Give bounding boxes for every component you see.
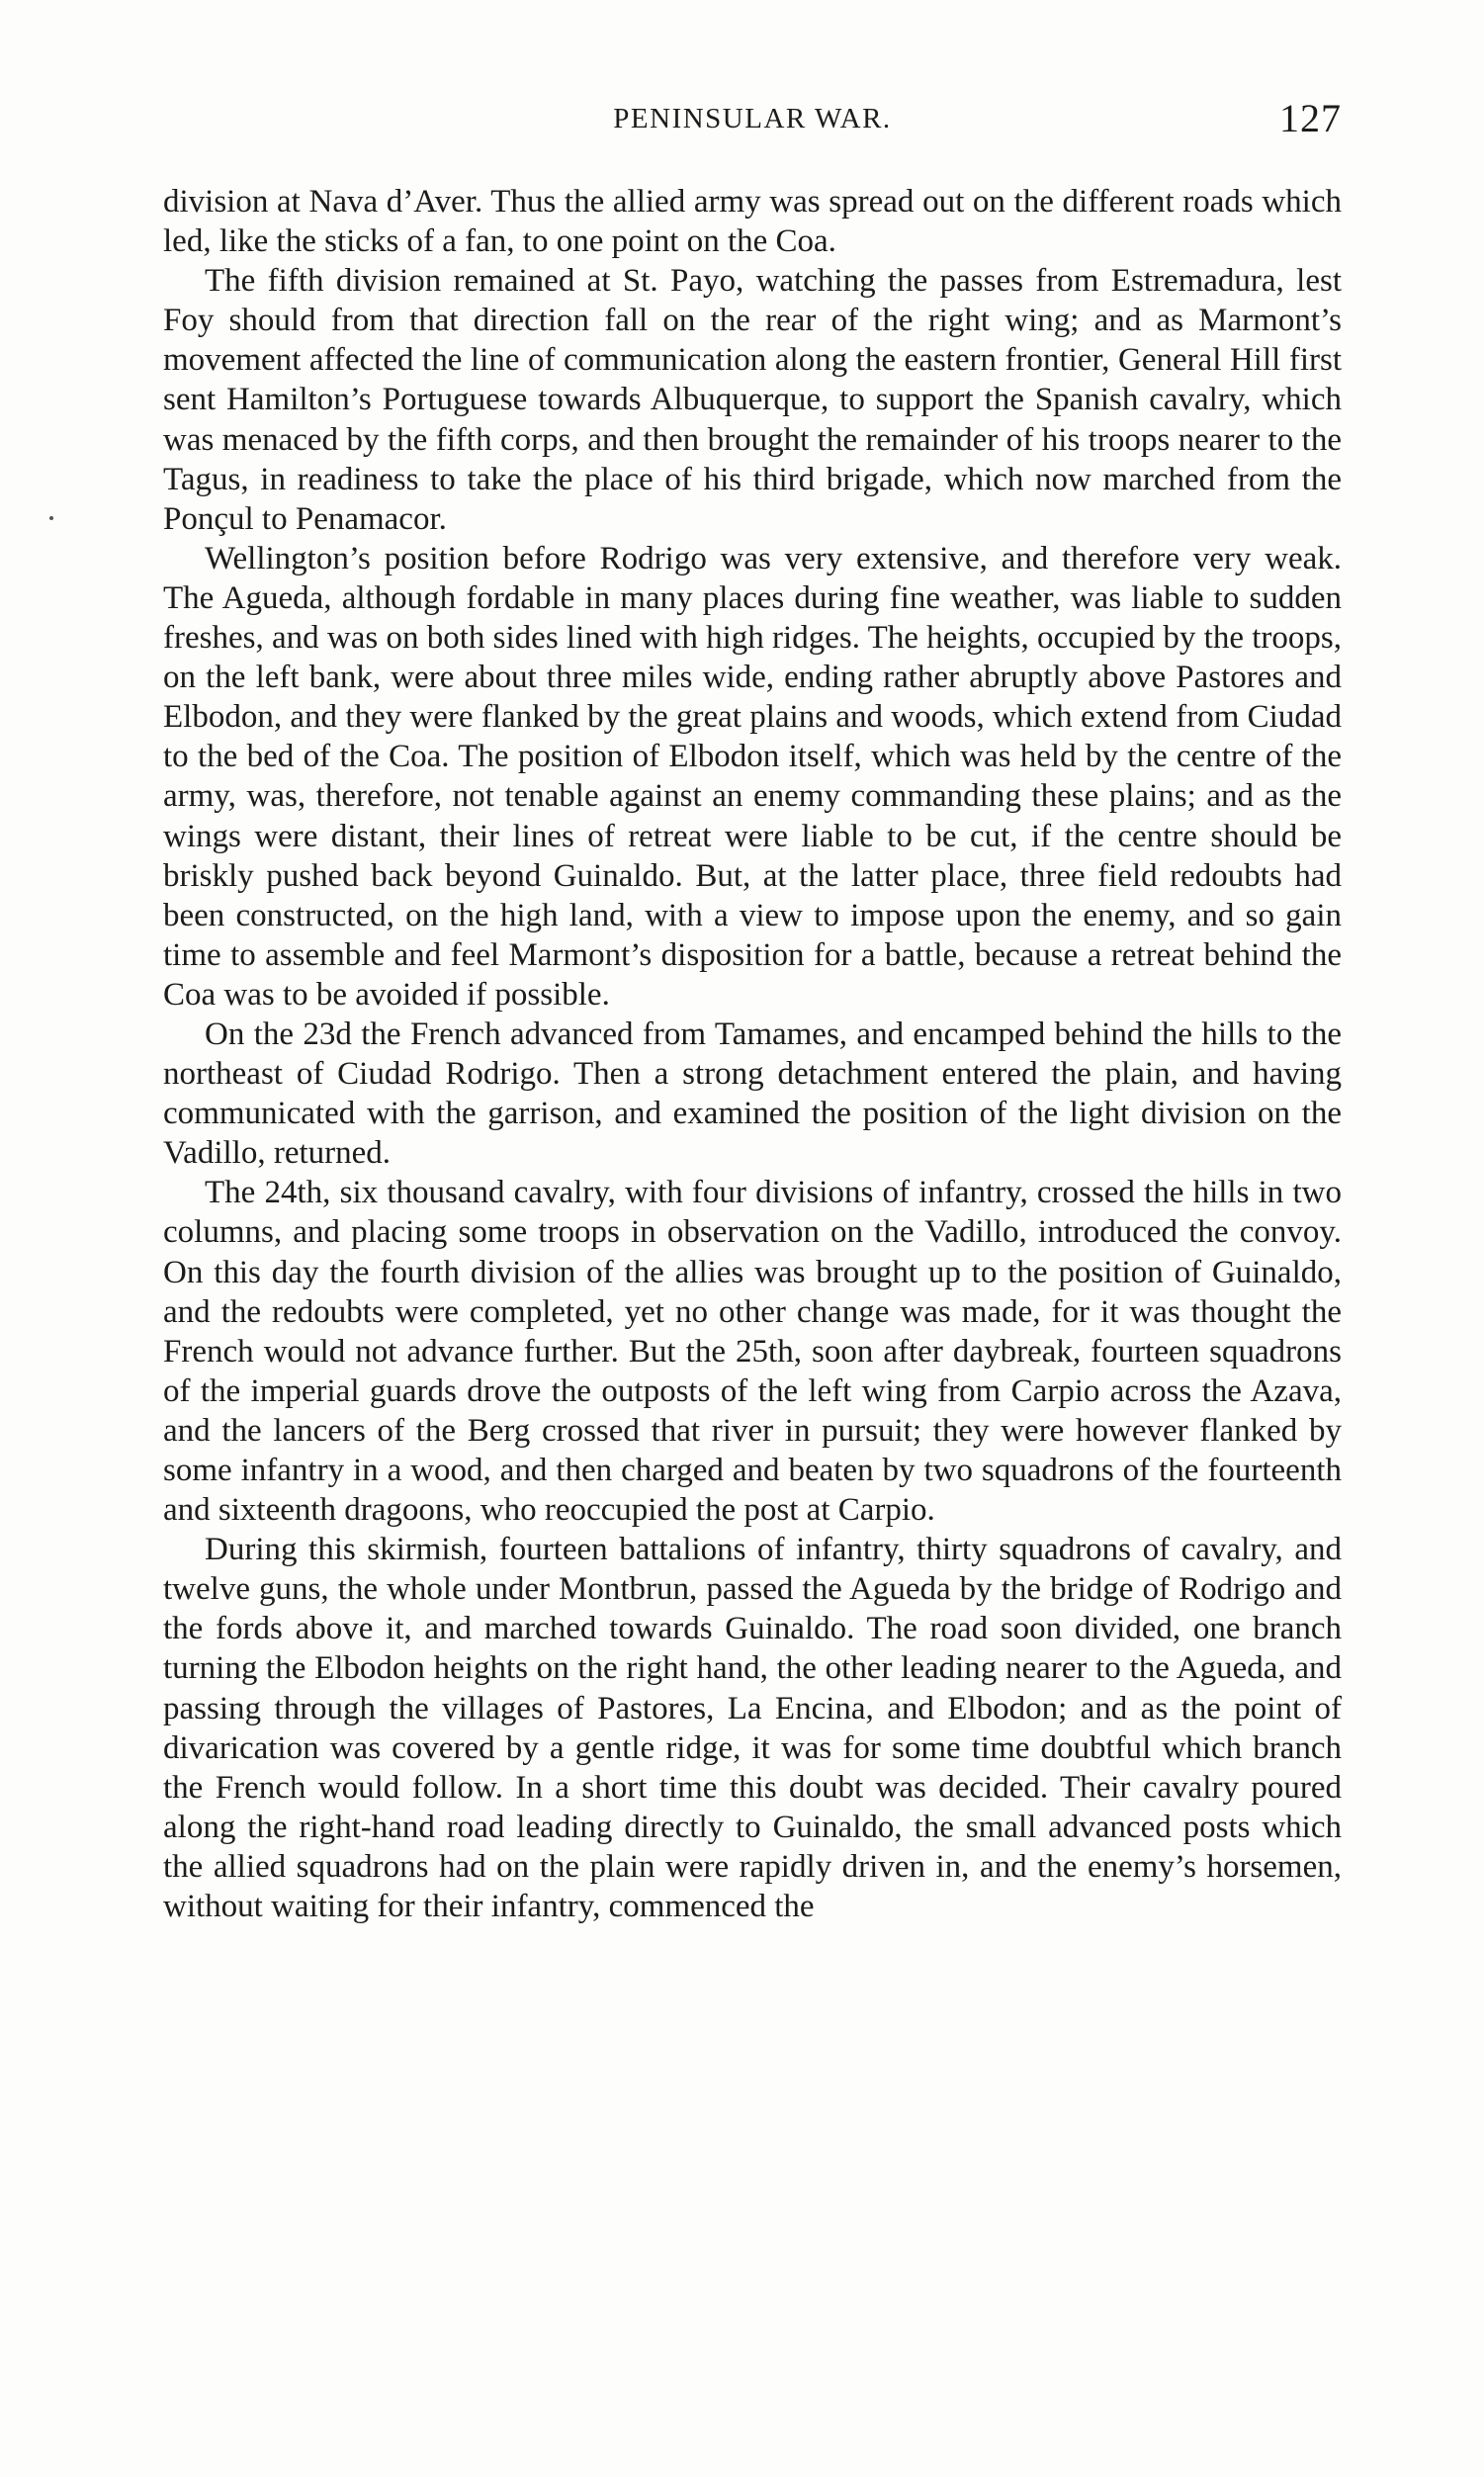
page-number: 127 [1279,96,1342,140]
body-text [163,182,1342,1926]
running-head [163,95,1342,146]
paragraph-23d-advance: On the 23d the French advanced from Tamames, and encamped behind the hills to the northeast of Ciudad Rodrigo. Then a strong detachment entered the plain, and having communicated with the garrison, and examined the position of the light division on the Vadillo, returned. [163,1016,1342,1172]
paragraph-skirmish: During this skirmish, fourteen battalions of infantry, thirty squadrons of cavalry, and twelve guns, the whole under Montbrun, passed the Agueda by the bridge of Rodrigo and the fords above it, and marched towards Guinaldo. The road soon divided, one branch turning the Elbodon heights on the right hand, the other leading nearer to the Agueda, and passing through the villages of Pastores, La Encina, and Elbodon; and as the point of divarication was covered by a gentle ridge, it was for some time doubtful which branch the French would follow. In a short time this doubt was decided. Their cavalry poured along the right-hand road leading directly to Guinaldo, the small advanced posts which the allied squadrons had on the plain were rapidly driven in, and the enemy’s horsemen, without waiting for their infantry, commenced the [163,1532,1342,1925]
paragraph-continued: division at Nava d’Aver. Thus the allied army was spread out on the different roads which led, like the sticks of a fan, to one point on the Coa. [163,184,1342,260]
paragraph-24th-cavalry: The 24th, six thousand cavalry, with four divisions of infantry, crossed the hills in two columns, and placing some troops in observation on the Vadillo, introduced the convoy. On this day the fourth division of the allies was brought up to the position of Guinaldo, and the redoubts were completed, yet no other change was made, for it was thought the French would not advance further. But the 25th, soon after daybreak, fourteen squadrons of the imperial guards drove the outposts of the left wing from Carpio across the Azava, and the lancers of the Berg crossed that river in pursuit; they were however flanked by some infantry in a wood, and then charged and beaten by two squadrons of the fourteenth and sixteenth dragoons, who reoccupied the post at Carpio. [163,1175,1342,1529]
margin-speck [49,516,53,520]
paragraph-wellington-position: Wellington’s position before Rodrigo was very extensive, and therefore very weak. The Agueda, although fordable in many places during fine weather, was liable to sudden freshes, and was on both sides lined with high ridges. The heights, occupied by the troops, on the left bank, were about three miles wide, ending rather abruptly above Pastores and Elbodon, and they were flanked by the great plains and woods, which extend from Ciudad to the bed of the Coa. The position of Elbodon itself, which was held by the centre of the army, was, therefore, not tenable against an enemy commanding these plains; and as the wings were distant, their lines of retreat were liable to be cut, if the centre should be briskly pushed back beyond Guinaldo. But, at the latter place, three field redoubts had been constructed, on the high land, with a view to impose upon the enemy, and so gain time to assemble and feel Marmont’s disposition for a battle, because a retreat behind the Coa was to be avoided if possible. [163,540,1342,1013]
running-title: PENINSULAR WAR. [613,103,892,134]
paragraph-fifth-division: The fifth division remained at St. Payo, watching the passes from Estremadura, lest Foy should from that direction fall on the rear of the right wing; and as Marmont’s movement affected the line of communication along the eastern frontier, General Hill first sent Hamilton’s Portuguese towards Albuquerque, to support the Spanish cavalry, which was menaced by the fifth corps, and then brought the remainder of his troops nearer to the Tagus, in readiness to take the place of his third brigade, which now marched from the Ponçul to Penamacor. [163,263,1342,537]
